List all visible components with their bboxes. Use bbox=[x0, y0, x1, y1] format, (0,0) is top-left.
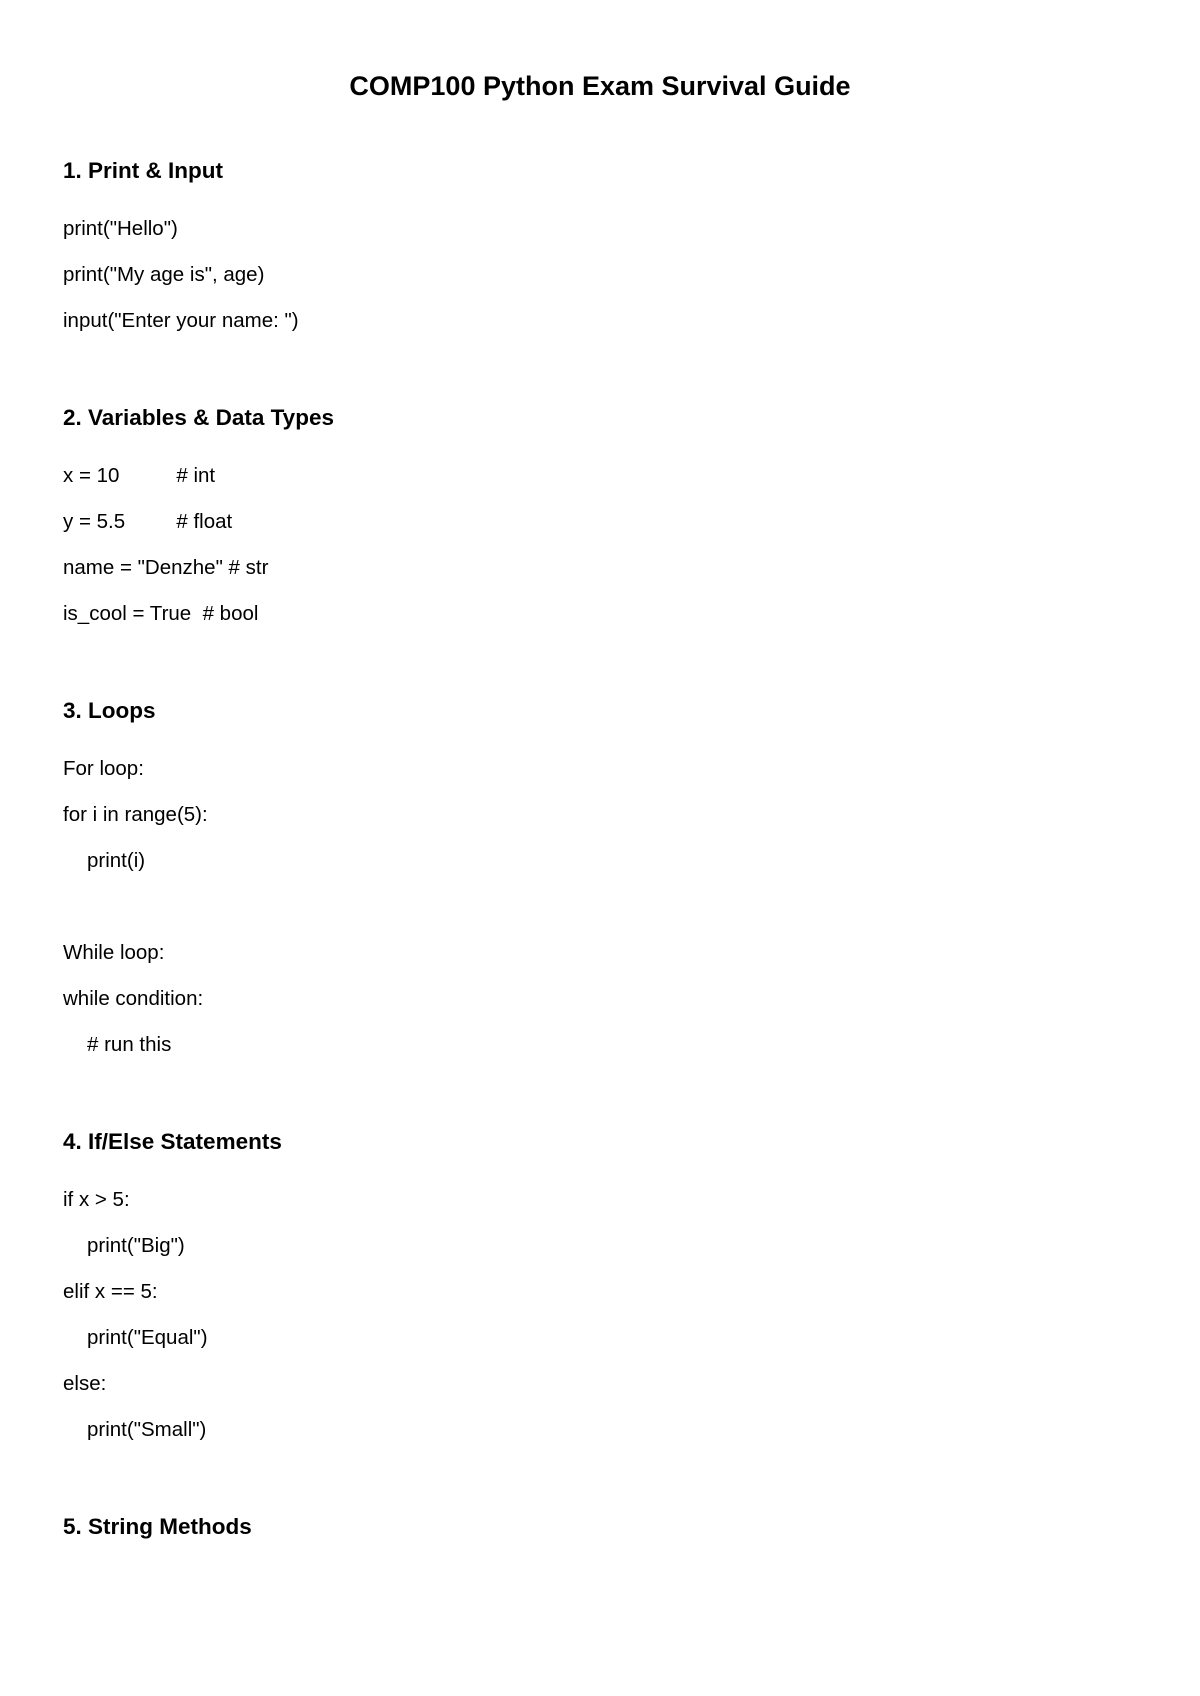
code-line: while condition: bbox=[63, 987, 204, 1010]
code-line: for i in range(5): bbox=[63, 803, 208, 826]
code-line: For loop: bbox=[63, 757, 144, 780]
code-line: print(i) bbox=[87, 849, 146, 872]
code-line: input("Enter your name: ") bbox=[63, 309, 299, 332]
code-line: While loop: bbox=[63, 941, 165, 964]
section-heading-print-input: 1. Print & Input bbox=[63, 158, 223, 183]
code-line: if x > 5: bbox=[63, 1188, 130, 1211]
page-title: COMP100 Python Exam Survival Guide bbox=[349, 71, 851, 101]
code-line: print("My age is", age) bbox=[63, 263, 265, 286]
section-heading-string-methods: 5. String Methods bbox=[63, 1514, 252, 1539]
code-line: x = 10 # int bbox=[63, 464, 216, 487]
section-heading-loops: 3. Loops bbox=[63, 698, 156, 723]
code-line: name = "Denzhe" # str bbox=[63, 556, 269, 579]
code-line: elif x == 5: bbox=[63, 1280, 158, 1303]
code-line: is_cool = True # bool bbox=[63, 602, 259, 625]
code-line: y = 5.5 # float bbox=[63, 510, 233, 533]
section-heading-variables: 2. Variables & Data Types bbox=[63, 405, 334, 430]
code-line: print("Small") bbox=[87, 1418, 207, 1441]
code-line: # run this bbox=[87, 1033, 172, 1056]
code-line: print("Hello") bbox=[63, 217, 178, 240]
code-line: print("Equal") bbox=[87, 1326, 208, 1349]
code-line: print("Big") bbox=[87, 1234, 185, 1257]
section-heading-if-else: 4. If/Else Statements bbox=[63, 1129, 282, 1154]
code-line: else: bbox=[63, 1372, 107, 1395]
